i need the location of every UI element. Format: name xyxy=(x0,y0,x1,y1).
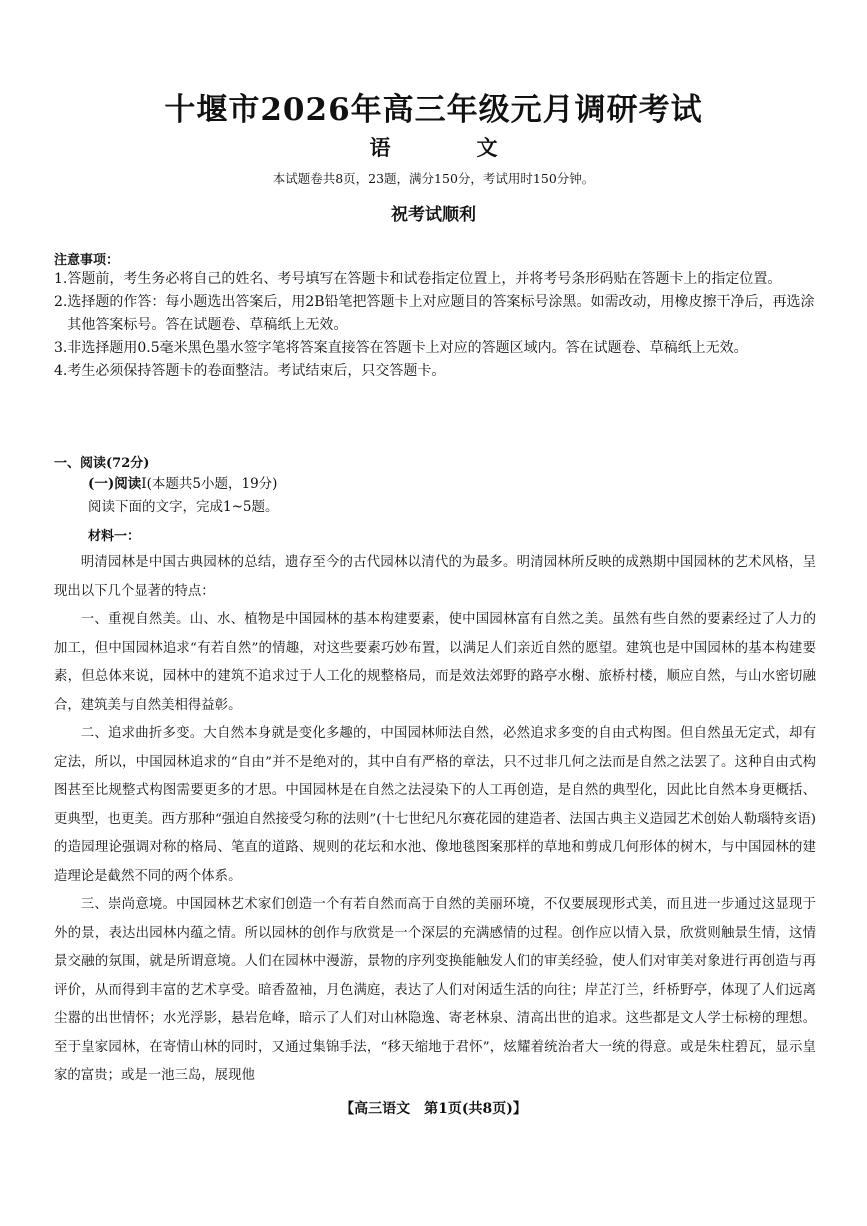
notice-text: 选择题的作答：每小题选出答案后，用2B铅笔把答题卡上对应题目的答案标号涂黑。如需改动，用橡皮擦干净后，再选涂其他答案标号。答在试题卷、草稿纸上无效。 xyxy=(67,294,815,333)
subsection-note: (本题共5小题，19分) xyxy=(146,476,278,492)
article-paragraph: 明清园林是中国古典园林的总结，遗存至今的古代园林以清代的为最多。明清园林所反映的成熟期中国园林的艺术风格，呈现出以下几个显著的特点： xyxy=(54,555,816,599)
notice-number: 3. xyxy=(54,340,68,356)
notice-list xyxy=(54,268,816,383)
exam-info: 本试题卷共8页，23题，满分150分，考试用时150分钟。 xyxy=(272,171,595,186)
section-title: 一、阅读(72分) xyxy=(54,456,150,471)
subject-char-1: 语 xyxy=(369,135,391,160)
page-footer: 【高三语文 第1页(共8页)】 xyxy=(340,1101,527,1117)
notice-item xyxy=(54,268,816,291)
exam-title: 十堰市2026年高三年级元月调研考试 xyxy=(164,92,703,128)
subject-heading xyxy=(0,132,867,162)
notice-title: 注意事项： xyxy=(54,253,120,268)
notice-text: 考生必须保持答题卡的卷面整洁。考试结束后，只交答题卡。 xyxy=(67,363,446,379)
material-label: 材料一： xyxy=(88,529,141,544)
notice-text: 非选择题用0.5毫米黑色墨水签字笔将答案直接答在答题卡上对应的答题区域内。答在试题卷、草稿纸上无效。 xyxy=(67,340,748,356)
notice-item xyxy=(54,360,816,383)
article-paragraph: 三、崇尚意境。中国园林艺术家们创造一个有若自然而高于自然的美丽环境，不仅要展现形式美，而且进一步通过这显现于外的景，表达出园林内蕴之情。所以园林的创作与欣赏是一个深层的充满感情的过程。创作应以情入景，欣赏则触景生情，这情景交融的氛围，就是所谓意境。人们在园林中漫游，景物的序列变换能触发人们的审美经验，使人们对审美对象进行再创造与再评价，从而得到丰富的艺术享受。暗香盈袖，月色满庭，表达了人们对闲适生活的向往；岸芷汀兰，纤桥野亭，体现了人们远离尘嚣的出世情怀；水光浮影，悬岩危峰，暗示了人们对山林隐逸、寄老林泉、清高出世的追求。这些都是文人学士标榜的理想。至于皇家园林，在寄情山林的同时，又通过集锦手法，“移天缩地于君怀”，炫耀着统治者大一统的得意。或是朱柱碧瓦，显示皇家的富贵；或是一池三岛，展现他 xyxy=(54,897,816,1083)
subject-char-2: 文 xyxy=(476,135,498,160)
notice-text: 答题前，考生务必将自己的姓名、考号填写在答题卡和试卷指定位置上，并将考号条形码贴在答题卡上的指定位置。 xyxy=(67,271,782,287)
notice-item xyxy=(54,291,816,337)
reading-article xyxy=(54,549,816,1091)
article-paragraph: 一、重视自然美。山、水、植物是中国园林的基本构建要素，使中国园林富有自然之美。虽然有些自然的要素经过了人力的加工，但中国园林追求“有若自然”的情趣，对这些要素巧妙布置，以满足人们亲近自然的愿望。建筑也是中国园林的基本构建要素，但总体来说，园林中的建筑不追求过于人工化的规整格局，而是效法郊野的路亭水榭、旅桥村楼，顺应自然，与山水密切融合，建筑美与自然美相得益彰。 xyxy=(54,612,816,713)
subsection-roman: Ⅰ xyxy=(141,476,147,492)
subsection-title xyxy=(88,472,277,492)
article-paragraph: 二、追求曲折多变。大自然本身就是变化多趣的，中国园林师法自然，必然追求多变的自由式构图。但自然虽无定式，却有定法，所以，中国园林追求的“自由”并不是绝对的，其中自有严格的章法，只不过非几何之法而是自然之法罢了。这种自由式构图甚至比规整式构图需要更多的才思。中国园林是在自然之法浸染下的人工再创造，是自然的典型化，因此比自然本身更概括、更典型，也更美。西方那种“强迫自然接受匀称的法则”(十七世纪凡尔赛花园的建造者、法国古典主义造园艺术创始人勒瑙特亥语)的造园理论强调对称的格局、笔直的道路、规则的花坛和水池、像地毯图案那样的草地和剪成几何形体的树木，与中国园林的建造理论是截然不同的两个体系。 xyxy=(54,726,816,884)
notice-number: 1. xyxy=(54,271,68,287)
reading-instruction: 阅读下面的文字，完成1~5题。 xyxy=(88,499,279,515)
subsection-label: (一)阅读 xyxy=(88,476,142,492)
notice-number: 2. xyxy=(54,294,68,310)
blessing: 祝考试顺利 xyxy=(391,205,476,225)
notice-number: 4. xyxy=(54,363,68,379)
notice-item xyxy=(54,337,816,360)
